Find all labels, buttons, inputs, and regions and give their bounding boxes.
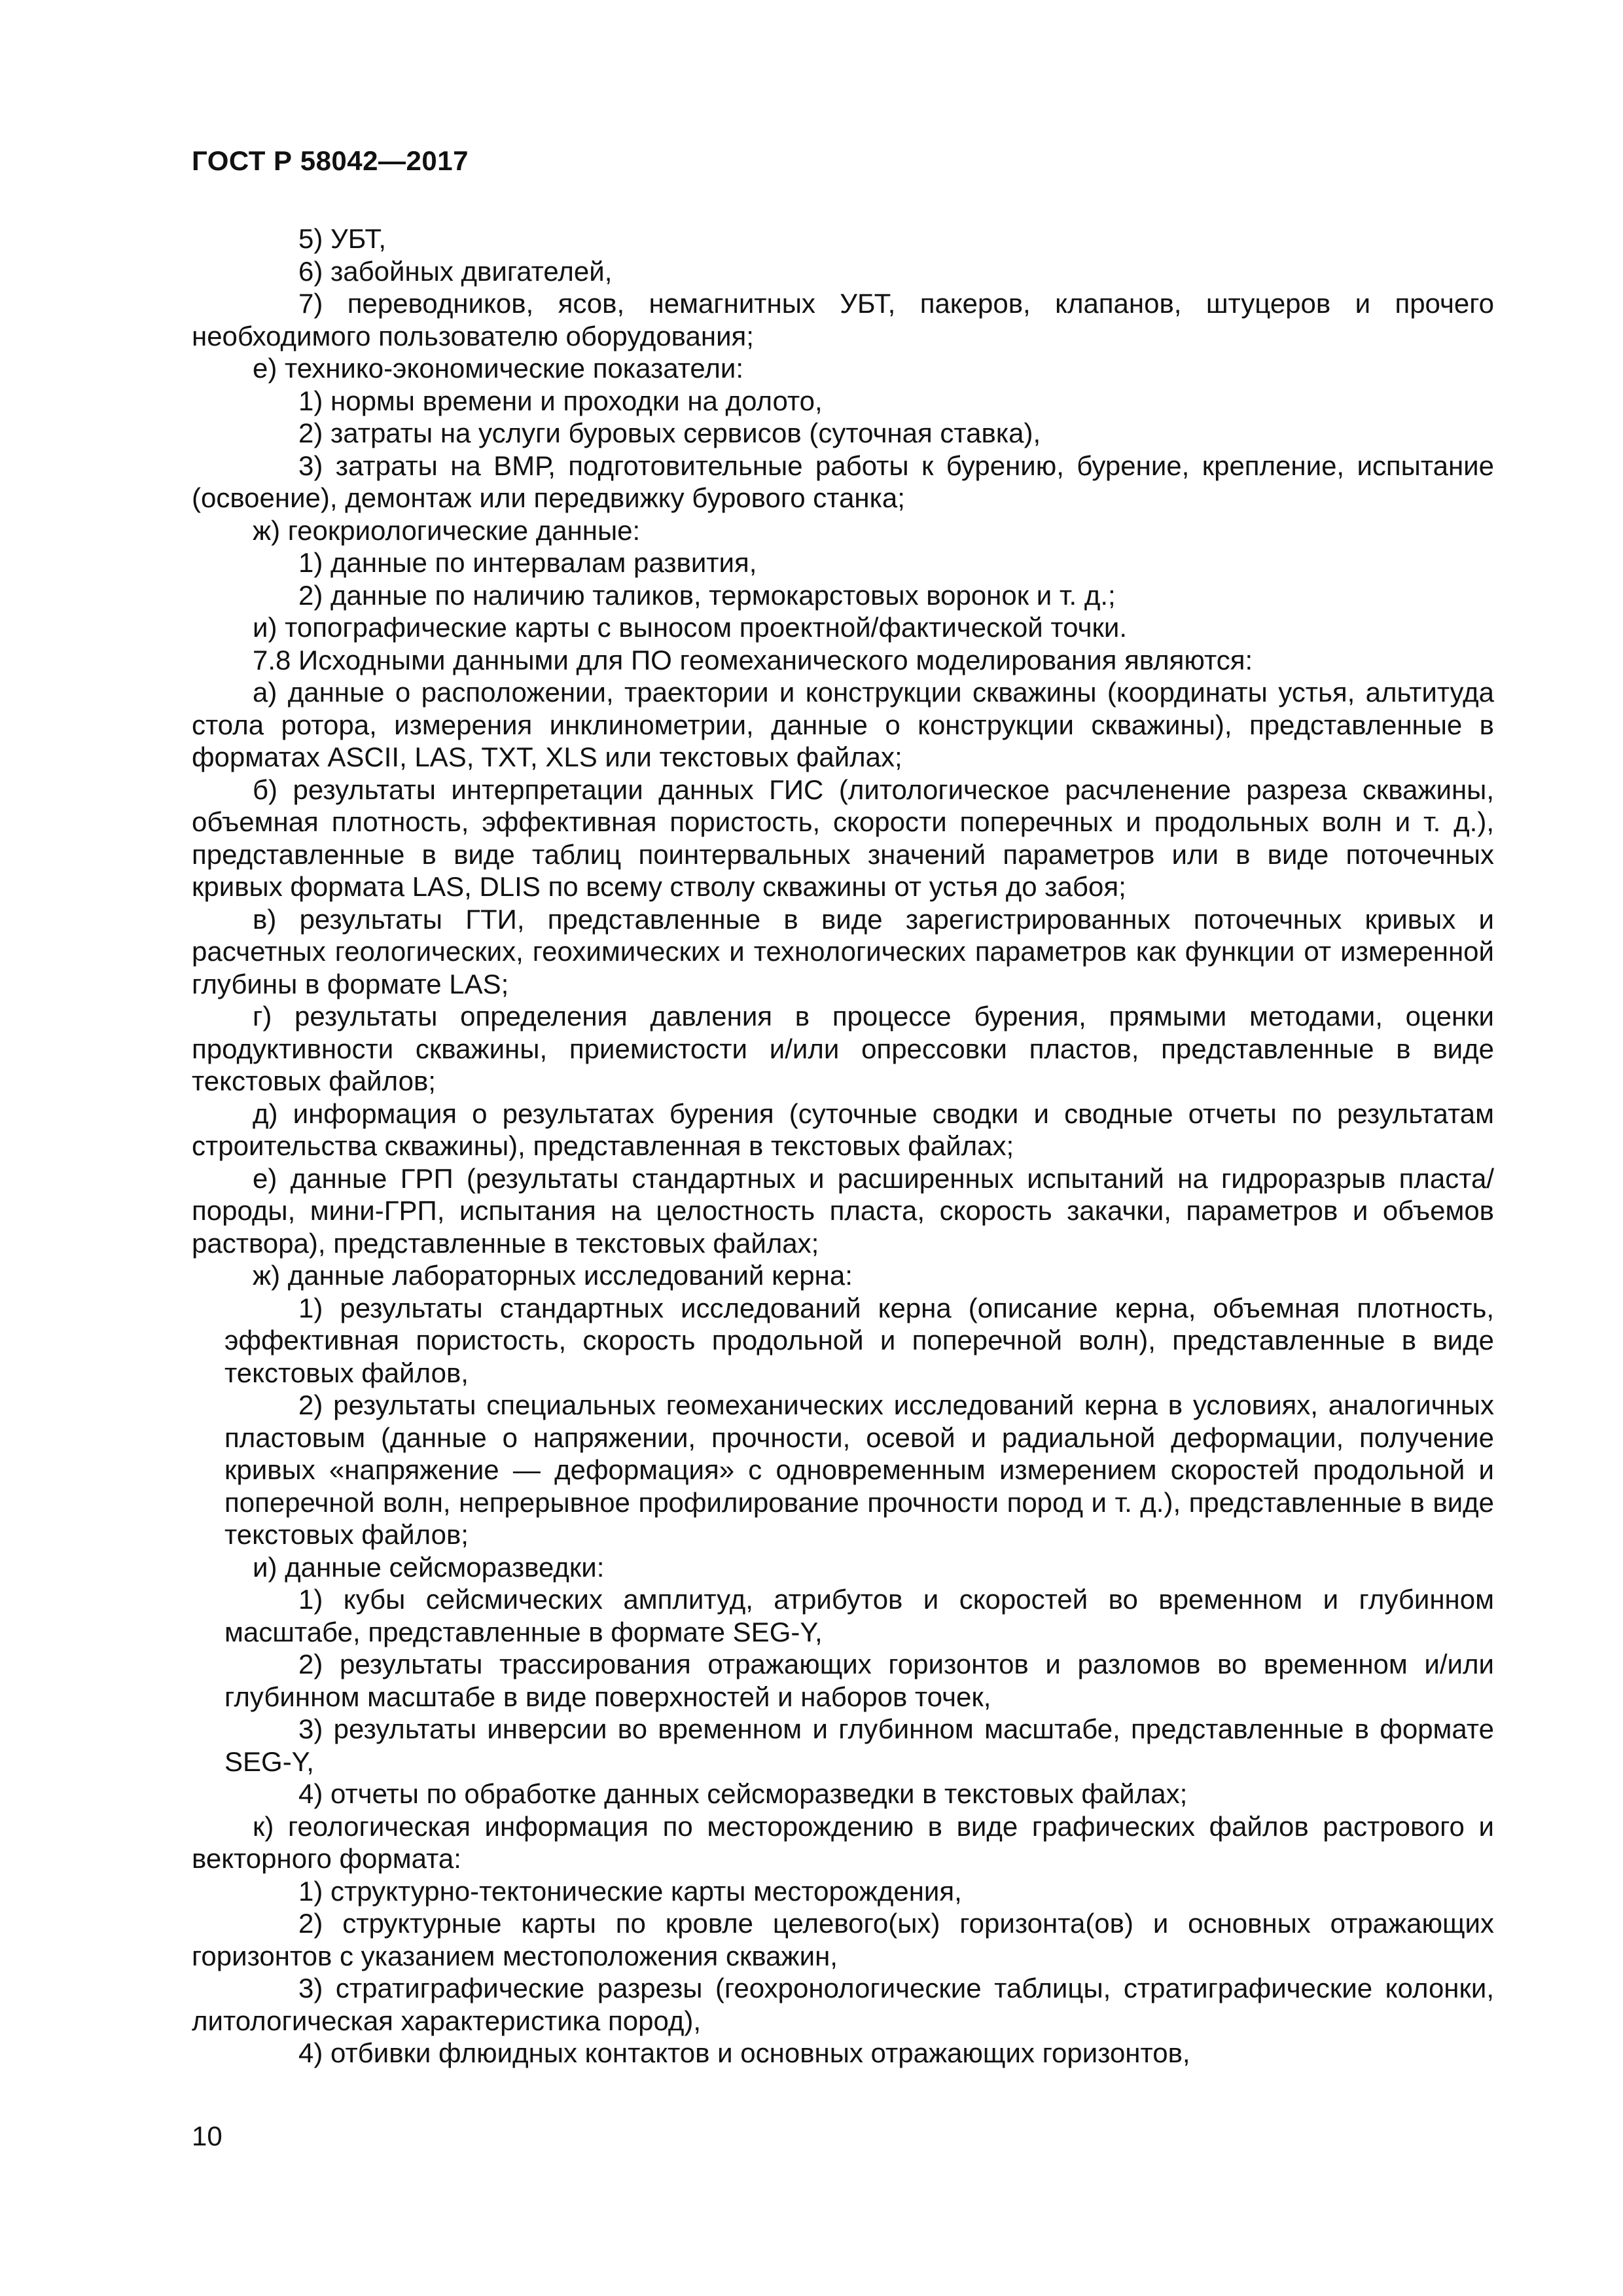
list-item: 2) результаты трассирования отражающих горизонтов и разломов во временном и/или глубинном масштабе в виде поверхностей и наборов точек, bbox=[224, 1649, 1494, 1712]
list-item: и) топографические карты с выносом проектной/фактической точки. bbox=[253, 612, 1127, 643]
list-item: е) данные ГРП (результаты стандартных и расширенных испытаний на гидроразрыв пласта/породы, мини-ГРП, испытания на целостность пласта, скорость закачки, параметров и объемов раствора), представленные в текстовых файлах; bbox=[192, 1162, 1494, 1259]
list-item: д) информация о результатах бурения (суточные сводки и сводные отчеты по результатам строительства скважины), представленная в текстовых файлах; bbox=[192, 1098, 1494, 1161]
list-item: и) данные сейсморазведки: bbox=[253, 1551, 605, 1583]
list-item: 1) структурно-тектонические карты месторождения, bbox=[298, 1875, 962, 1907]
section-paragraph: 7.8 Исходными данными для ПО геомеханического моделирования являются: bbox=[253, 644, 1253, 675]
list-item: 4) отбивки флюидных контактов и основных отражающих горизонтов, bbox=[298, 2037, 1190, 2068]
list-item: 1) нормы времени и проходки на долото, bbox=[298, 385, 823, 416]
list-item: 3) стратиграфические разрезы (геохронологические таблицы, стратиграфические колонки, литологическая характеристика пород), bbox=[192, 1973, 1494, 2036]
list-item: в) результаты ГТИ, представленные в виде зарегистрированных поточечных кривых и расчетных геологических, геохимических и технологических параметров как функции от измеренной глубины в формате LAS; bbox=[192, 903, 1494, 999]
list-item: 1) результаты стандартных исследований керна (описание керна, объемная плотность, эффективная пористость, скорость продольной и поперечной волн), представленные в виде текстовых файлов, bbox=[224, 1292, 1494, 1388]
list-item: 1) кубы сейсмических амплитуд, атрибутов и скоростей во временном и глубинном масштабе, представленные в формате SEG-Y, bbox=[224, 1584, 1494, 1647]
list-item: ж) геокриологические данные: bbox=[253, 514, 641, 546]
list-item: 7) переводников, ясов, немагнитных УБТ, пакеров, клапанов, штуцеров и прочего необходимого пользователю оборудования; bbox=[192, 288, 1494, 351]
list-item: 2) затраты на услуги буровых сервисов (суточная ставка), bbox=[298, 418, 1041, 448]
list-item: 4) отчеты по обработке данных сейсморазведки в текстовых файлах; bbox=[298, 1778, 1188, 1809]
list-item: 2) данные по наличию таликов, термокарстовых воронок и т. д.; bbox=[298, 579, 1116, 611]
list-item: а) данные о расположении, траектории и конструкции скважины (координаты устья, альтитуда стола ротора, измерения инклинометрии, данные о конструкции скважины), представленные в форматах ASCII, LAS, TXT, XLS или текстовых файлах; bbox=[192, 677, 1494, 772]
document-body bbox=[192, 223, 1494, 2070]
list-item: 1) данные по интервалам развития, bbox=[298, 547, 757, 578]
list-item: е) технико-экономические показатели: bbox=[253, 353, 744, 384]
list-item: 3) результаты инверсии во временном и глубинном масштабе, представленные в формате SEG-Y, bbox=[224, 1713, 1494, 1777]
list-item: 5) УБТ, bbox=[298, 223, 387, 254]
document-code-header: ГОСТ Р 58042—2017 bbox=[192, 145, 469, 176]
list-item: г) результаты определения давления в процессе бурения, прямыми методами, оценки продуктивности скважины, приемистости и/или опрессовки пластов, представленные в виде текстовых файлов; bbox=[192, 1001, 1494, 1096]
list-item: 3) затраты на ВМР, подготовительные работы к бурению, бурение, крепление, испытание (освоение), демонтаж или передвижку бурового станка; bbox=[192, 450, 1494, 513]
list-item: 6) забойных двигателей, bbox=[298, 255, 613, 287]
list-item: б) результаты интерпретации данных ГИС (литологическое расчленение разреза скважины, объемная плотность, эффективная пористость, скорости поперечных и продольных волн и т. д.), представленные в виде таблиц поинтервальных значений параметров или в виде поточечных кривых формата LAS, DLIS по всему стволу скважины от устья до забоя; bbox=[192, 774, 1494, 902]
page-number: 10 bbox=[192, 2121, 223, 2151]
list-item: к) геологическая информация по месторождению в виде графических файлов растрового и векторного формата: bbox=[192, 1810, 1494, 1874]
list-item: 2) результаты специальных геомеханических исследований керна в условиях, аналогичных пластовым (данные о напряжении, прочности, осевой и радиальной деформации, получение кривых «напряжение — деформация» с одновременным измерением скоростей продольной и поперечной волн, непрерывное профилирование прочности пород и т. д.), представленные в виде текстовых файлов; bbox=[224, 1390, 1494, 1550]
list-item: 2) структурные карты по кровле целевого(ых) горизонта(ов) и основных отражающих горизонтов с указанием местоположения скважин, bbox=[192, 1908, 1494, 1971]
list-item: ж) данные лабораторных исследований керна: bbox=[253, 1260, 853, 1291]
